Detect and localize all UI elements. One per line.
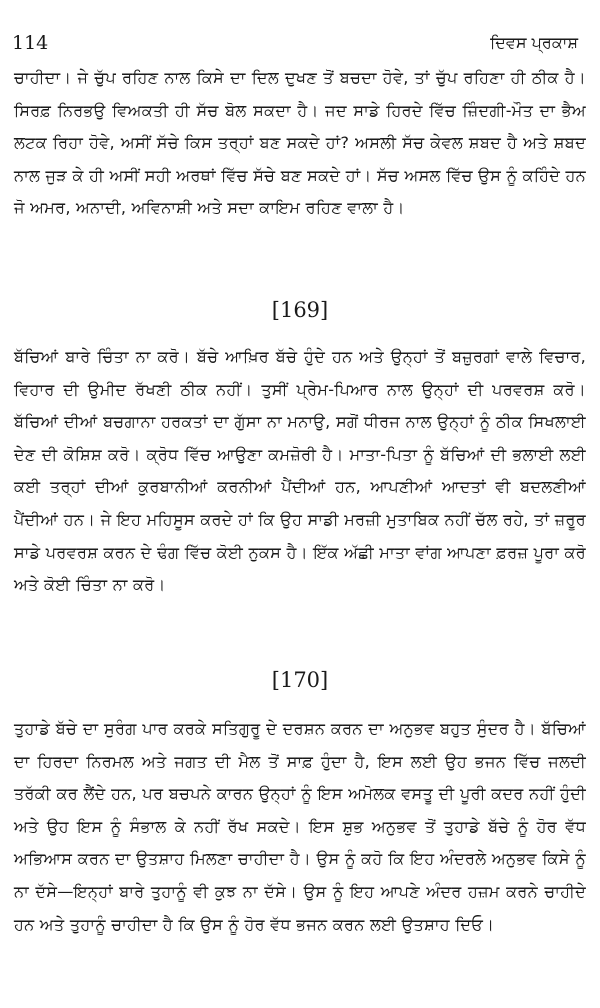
running-head [12, 30, 578, 56]
page-number: 114 [12, 32, 49, 54]
section-number-170: [170] [271, 668, 329, 692]
section-number-169: [169] [271, 298, 329, 322]
paragraph-section-170: ਤੁਹਾਡੇ ਬੱਚੇ ਦਾ ਸੁਰੰਗ ਪਾਰ ਕਰਕੇ ਸਤਿਗੁਰੂ ਦੇ ਦਰਸ਼ਨ ਕਰਨ ਦਾ ਅਨੁਭਵ ਬਹੁਤ ਸੁੰਦਰ ਹੈ। ਬੱਚਿਆਂ ਦਾ ਹਿਰਦਾ ਨਿਰਮਲ ਅਤੇ ਜਗਤ ਦੀ ਮੈਲ ਤੋਂ ਸਾਫ਼ ਹੁੰਦਾ ਹੈ, ਇਸ ਲਈ ਉਹ ਭਜਨ ਵਿੱਚ ਜਲਦੀ ਤਰੱਕੀ ਕਰ ਲੈਂਦੇ ਹਨ, ਪਰ ਬਚਪਨੇ ਕਾਰਨ ਉਨ੍ਹਾਂ ਨੂੰ ਇਸ ਅਮੋਲਕ ਵਸਤੂ ਦੀ ਪੂਰੀ ਕਦਰ ਨਹੀਂ ਹੁੰਦੀ ਅਤੇ ਉਹ ਇਸ ਨੂੰ ਸੰਭਾਲ ਕੇ ਨਹੀਂ ਰੱਖ ਸਕਦੇ। ਇਸ ਸ਼ੁਭ ਅਨੁਭਵ ਤੋਂ ਤੁਹਾਡੇ ਬੱਚੇ ਨੂੰ ਹੋਰ ਵੱਧ ਅਭਿਆਸ ਕਰਨ ਦਾ ਉਤਸ਼ਾਹ ਮਿਲਣਾ ਚਾਹੀਦਾ ਹੈ। ਉਸ ਨੂੰ ਕਹੋ ਕਿ ਇਹ ਅੰਦਰਲੇ ਅਨੁਭਵ ਕਿਸੇ ਨੂੰ ਨਾ ਦੱਸੇ—ਇਨ੍ਹਾਂ ਬਾਰੇ ਤੁਹਾਨੂੰ ਵੀ ਕੁਝ ਨਾ ਦੱਸੇ। ਉਸ ਨੂੰ ਇਹ ਆਪਣੇ ਅੰਦਰ ਹਜ਼ਮ ਕਰਨੇ ਚਾਹੀਦੇ ਹਨ ਅਤੇ ਤੁਹਾਨੂੰ ਚਾਹੀਦਾ ਹੈ ਕਿ ਉਸ ਨੂੰ ਹੋਰ ਵੱਧ ਭਜਨ ਕਰਨ ਲਈ ਉਤਸ਼ਾਹ ਦਿਓ। [14, 719, 586, 934]
paragraph-section-169: ਬੱਚਿਆਂ ਬਾਰੇ ਚਿੰਤਾ ਨਾ ਕਰੋ। ਬੱਚੇ ਆਖ਼ਿਰ ਬੱਚੇ ਹੁੰਦੇ ਹਨ ਅਤੇ ਉਨ੍ਹਾਂ ਤੋਂ ਬਜ਼ੁਰਗਾਂ ਵਾਲੇ ਵਿਚਾਰ, ਵਿਹਾਰ ਦੀ ਉਮੀਦ ਰੱਖਣੀ ਠੀਕ ਨਹੀਂ। ਤੁਸੀਂ ਪ੍ਰੇਮ-ਪਿਆਰ ਨਾਲ ਉਨ੍ਹਾਂ ਦੀ ਪਰਵਰਸ਼ ਕਰੋ। ਬੱਚਿਆਂ ਦੀਆਂ ਬਚਗਾਨਾ ਹਰਕਤਾਂ ਦਾ ਗੁੱਸਾ ਨਾ ਮਨਾਉ, ਸਗੋਂ ਧੀਰਜ ਨਾਲ ਉਨ੍ਹਾਂ ਨੂੰ ਠੀਕ ਸਿਖਲਾਈ ਦੇਣ ਦੀ ਕੋਸ਼ਿਸ਼ ਕਰੋ। ਕ੍ਰੋਧ ਵਿੱਚ ਆਉਣਾ ਕਮਜ਼ੋਰੀ ਹੈ। ਮਾਤਾ-ਪਿਤਾ ਨੂੰ ਬੱਚਿਆਂ ਦੀ ਭਲਾਈ ਲਈ ਕਈ ਤਰ੍ਹਾਂ ਦੀਆਂ ਕੁਰਬਾਨੀਆਂ ਕਰਨੀਆਂ ਪੈਂਦੀਆਂ ਹਨ, ਆਪਣੀਆਂ ਆਦਤਾਂ ਵੀ ਬਦਲਣੀਆਂ ਪੈਂਦੀਆਂ ਹਨ। ਜੇ ਇਹ ਮਹਿਸੂਸ ਕਰਦੇ ਹਾਂ ਕਿ ਉਹ ਸਾਡੀ ਮਰਜ਼ੀ ਮੁਤਾਬਿਕ ਨਹੀਂ ਚੱਲ ਰਹੇ, ਤਾਂ ਜ਼ਰੂਰ ਸਾਡੇ ਪਰਵਰਸ਼ ਕਰਨ ਦੇ ਢੰਗ ਵਿੱਚ ਕੋਈ ਨੁਕਸ ਹੈ। ਇੱਕ ਅੱਛੀ ਮਾਤਾ ਵਾਂਗ ਆਪਣਾ ਫ਼ਰਜ਼ ਪੂਰਾ ਕਰੋ ਅਤੇ ਕੋਈ ਚਿੰਤਾ ਨਾ ਕਰੋ। [14, 347, 586, 595]
paragraph-continued: ਚਾਹੀਦਾ। ਜੇ ਚੁੱਪ ਰਹਿਣ ਨਾਲ ਕਿਸੇ ਦਾ ਦਿਲ ਦੁਖਣ ਤੋਂ ਬਚਦਾ ਹੋਵੇ, ਤਾਂ ਚੁੱਪ ਰਹਿਣਾ ਹੀ ਠੀਕ ਹੈ। ਸਿਰਫ਼ ਨਿਰਭਉ ਵਿਅਕਤੀ ਹੀ ਸੱਚ ਬੋਲ ਸਕਦਾ ਹੈ। ਜਦ ਸਾਡੇ ਹਿਰਦੇ ਵਿੱਚ ਜ਼ਿੰਦਗੀ-ਮੌਤ ਦਾ ਭੈਅ ਲਟਕ ਰਿਹਾ ਹੋਵੇ, ਅਸੀਂ ਸੱਚੇ ਕਿਸ ਤਰ੍ਹਾਂ ਬਣ ਸਕਦੇ ਹਾਂ? ਅਸਲੀ ਸੱਚ ਕੇਵਲ ਸ਼ਬਦ ਹੈ ਅਤੇ ਸ਼ਬਦ ਨਾਲ ਜੁੜ ਕੇ ਹੀ ਅਸੀਂ ਸਹੀ ਅਰਥਾਂ ਵਿੱਚ ਸੱਚੇ ਬਣ ਸਕਦੇ ਹਾਂ। ਸੱਚ ਅਸਲ ਵਿੱਚ ਉਸ ਨੂੰ ਕਹਿੰਦੇ ਹਨ ਜੋ ਅਮਰ, ਅਨਾਦੀ, ਅਵਿਨਾਸ਼ੀ ਅਤੇ ਸਦਾ ਕਾਇਮ ਰਹਿਣ ਵਾਲਾ ਹੈ। [14, 68, 586, 218]
running-title: ਦਿਵਸ ਪ੍ਰਕਾਸ਼ [490, 33, 578, 52]
